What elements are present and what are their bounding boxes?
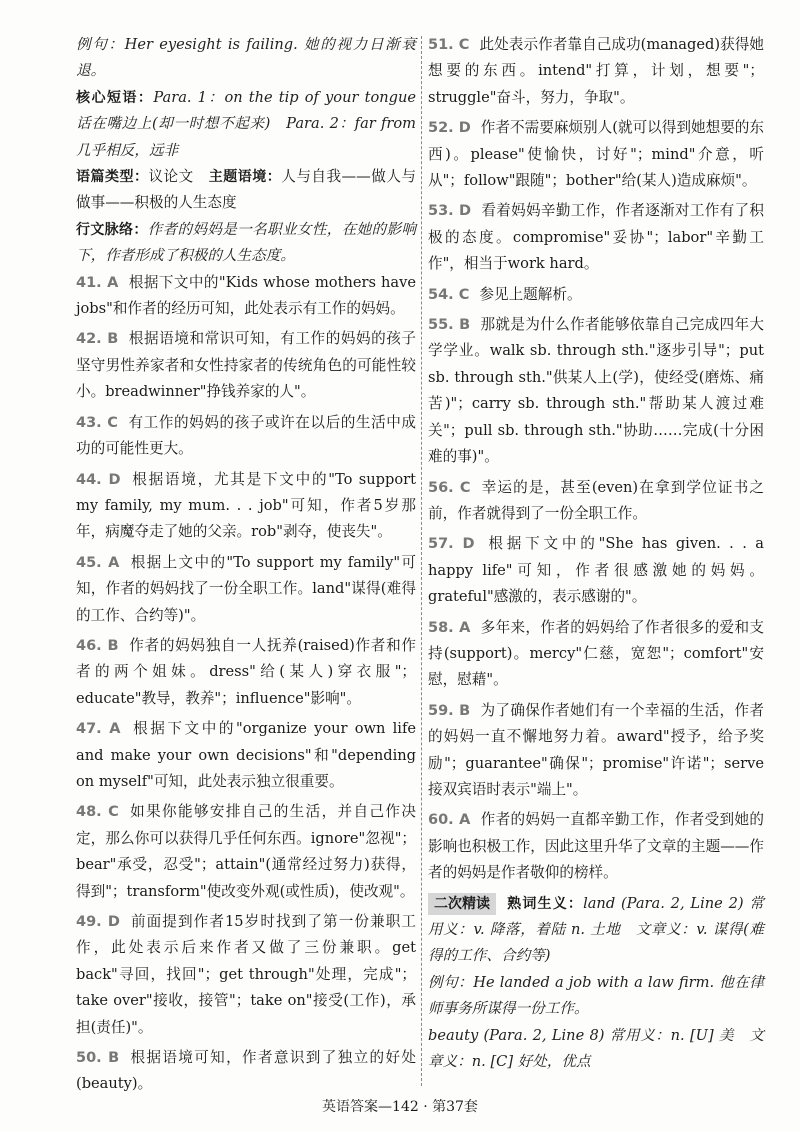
theme-text: 人与自我——做人与做事——积极的人生态度 (76, 168, 416, 212)
answer-item (428, 615, 764, 694)
answer-number: 59. B (428, 702, 471, 719)
answer-number: 44. D (76, 471, 121, 488)
answer-explanation: 作者的妈妈独自一人抚养(raised)作者和作者的两个姐妹。dress"给(某人)穿衣服"；educate"教导，教养"；influence"影响"。 (76, 636, 416, 707)
answer-explanation: 幸运的是，甚至(even)在拿到学位证书之前，作者就得到了一份全职工作。 (428, 478, 764, 522)
answer-item (76, 799, 416, 905)
right-column (428, 32, 764, 1075)
core-phrases-text: Para. 1：on the tip of your tongue 话在嘴边上(却一时想不起来) Para. 2：far from 几乎相反，远非 (76, 88, 417, 159)
answer-explanation: 根据下文中的"organize your own life and make your own decisions"和"depending on myself"可知，此处表示独立很重要。 (76, 720, 416, 790)
answer-number: 56. C (428, 479, 471, 496)
answer-number: 55. B (428, 317, 471, 334)
answer-explanation: 此处表示作者靠自己成功(managed)获得她想要的东西。intend"打算，计划，想要"；struggle"奋斗，努力，争取"。 (428, 36, 764, 106)
answer-item (76, 1045, 416, 1098)
answer-item (428, 807, 764, 886)
answer-list-left (76, 270, 416, 1098)
core-phrases (76, 85, 416, 164)
answer-number: 46. B (76, 637, 119, 654)
answer-number: 52. D (428, 120, 471, 137)
text-flow-label: 行文脉络： (76, 221, 148, 238)
answer-number: 48. C (76, 804, 119, 821)
example-sentence-1: 例句：Her eyesight is failing. 她的视力日渐衰退。 (76, 36, 416, 80)
answer-explanation: 作者不需要麻烦别人(就可以得到她想要的东西)。please"使愉快，讨好"；mind"介意，听从"；follow"跟随"；bother"给(某人)造成麻烦"。 (428, 119, 764, 190)
answer-item (76, 467, 416, 546)
answer-explanation: 多年来，作者的妈妈给了作者很多的爱和支持(support)。mercy"仁慈，宽恕"；comfort"安慰，慰藉"。 (428, 618, 764, 689)
answer-explanation: 如果你能够安排自己的生活，并自己作决定，那么你可以获得几乎任何东西。ignore"忽视"；bear"承受，忍受"；attain"(通常经过努力)获得，得到"；transform"使改变外观(或性质)，使改观"。 (76, 803, 416, 900)
second-reading-badge: 二次精读 (428, 893, 496, 915)
answer-explanation: 根据下文中的"She has given. . . a happy life"可知，作者很感激她的妈妈。grateful"感激的，表示感谢的"。 (428, 535, 764, 606)
answer-number: 50. B (76, 1050, 120, 1067)
answer-item (76, 550, 416, 629)
answer-number: 47. A (76, 721, 121, 738)
answer-item (76, 270, 416, 323)
answer-item (76, 716, 416, 795)
core-phrases-label: 核心短语： (76, 89, 154, 106)
answer-explanation: 有工作的妈妈的孩子或许在以后的生活中成功的可能性更大。 (76, 413, 416, 458)
answer-item (428, 198, 764, 277)
answer-explanation: 根据上文中的"To support my family"可知，作者的妈妈找了一份全职工作。land"谋得(难得的工作、合约等)"。 (76, 553, 416, 624)
answer-explanation: 根据语境可知，作者意识到了独立的好处(beauty)。 (76, 1049, 416, 1093)
text-flow-text: 作者的妈妈是一名职业女性，在她的影响下，作者形成了积极的人生态度。 (76, 220, 416, 265)
answer-explanation: 根据下文中的"Kids whose mothers have jobs"和作者的经历可知，此处表示有工作的妈妈。 (76, 273, 416, 318)
answer-explanation: 根据语境，尤其是下文中的"To support my family, my mum. . . job"可知，作者5岁那年，病魔夺走了她的父亲。rob"剥夺，使丧失"。 (76, 470, 416, 541)
answer-item (76, 633, 416, 712)
answer-item (76, 326, 416, 405)
page-footer: 英语答案—142 · 第37套 (322, 1099, 478, 1115)
answer-explanation: 前面提到作者15岁时找到了第一份兼职工作，此处表示后来作者又做了三份兼职。get back"寻回，找回"；get through"处理，完成"；take over"接收，接管"；take on"接受(工作)，承担(责任)"。 (76, 913, 416, 1036)
answer-explanation: 根据语境和常识可知，有工作的妈妈的孩子坚守男性养家者和女性持家者的传统角色的可能性较小。breadwinner"挣钱养家的人"。 (76, 330, 416, 401)
vocab-text: land (Para. 2, Line 2) 常用义：v. 降落，着陆 n. 土地 文章义：v. 谋得(难得的工作、合约等) (428, 894, 765, 965)
discourse-type (76, 164, 416, 217)
answer-item (428, 698, 764, 804)
vocab-label: 熟词生义： (506, 895, 584, 912)
answer-list-right (428, 32, 764, 887)
answer-explanation: 作者的妈妈一直都辛勤工作，作者受到她的影响也积极工作，因此这里升华了文章的主题——作者的妈妈是作者敬仰的榜样。 (428, 811, 764, 882)
answer-number: 57. D (428, 536, 475, 553)
answer-number: 45. A (76, 554, 120, 571)
answer-explanation: 那就是为什么作者能够依靠自己完成四年大学学业。walk sb. through sth."逐步引导"；put sb. through sth."供某人上(学)，使经受(磨炼、痛苦)"；carry sb. through sth."帮助某人渡过难关"；pull sb. through sth."协助……完成(十分困难的事)"。 (428, 316, 764, 466)
discourse-type-label: 语篇类型： (76, 169, 149, 186)
answer-explanation: 参见上题解析。 (479, 285, 582, 303)
column-divider (421, 36, 422, 1086)
text-flow (76, 217, 416, 270)
example-sentence-2: 例句：He landed a job with a law firm. 他在律师事务所谋得一份工作。 (428, 973, 764, 1018)
answer-number: 54. C (428, 286, 470, 303)
answer-number: 43. C (76, 414, 118, 431)
answer-item (428, 531, 764, 610)
theme-label: 主题语境： (208, 169, 282, 186)
answer-number: 51. C (428, 37, 470, 53)
answer-number: 49. D (76, 914, 120, 930)
answer-explanation: 为了确保作者她们有一个幸福的生活，作者的妈妈一直不懈地努力着。award"授予，给予奖励"；guarantee"确保"；promise"许诺"；serve接双宾语时表示"端上"。 (428, 701, 764, 798)
answer-item (428, 475, 764, 528)
answer-number: 58. A (428, 619, 471, 636)
answer-number: 53. D (428, 203, 472, 220)
beauty-entry: beauty (Para. 2, Line 8) 常用义：n. [U] 美 文章义：n. [C] 好处，优点 (428, 1026, 764, 1071)
discourse-type-text: 议论文 (148, 168, 209, 186)
answer-item (428, 282, 764, 308)
answer-number: 42. B (76, 331, 119, 348)
answer-number: 60. A (428, 812, 471, 829)
answer-item (428, 312, 764, 470)
answer-item (428, 115, 764, 194)
left-column (76, 32, 416, 1102)
answer-number: 41. A (76, 274, 119, 291)
answer-explanation: 看着妈妈辛勤工作，作者逐渐对工作有了积极的态度。compromise"妥协"；labor"辛勤工作"，相当于work hard。 (428, 202, 764, 273)
answer-item (76, 410, 416, 463)
second-reading (428, 891, 764, 970)
answer-item (76, 909, 416, 1041)
answer-item (428, 32, 764, 111)
